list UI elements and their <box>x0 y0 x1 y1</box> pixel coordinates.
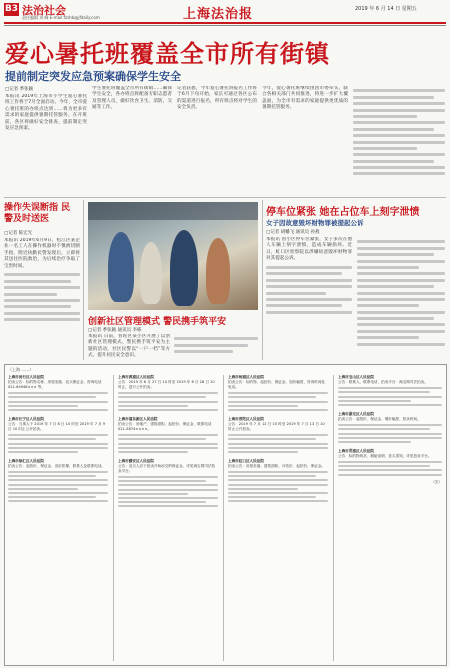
notice-item <box>118 375 218 390</box>
lead-column-3-text: 记者获悉，今年爱心暑托班报名工作将于6月下旬开始，家长可通过各区公布的渠道进行报名，所有班点将对学生的安全负责。 <box>177 86 257 111</box>
photo-story-body <box>88 334 170 360</box>
notice-item <box>228 375 328 390</box>
notice-body: 拍卖公告：房屋坐落、建筑面积、评估价、起拍价、保证金。 <box>228 463 326 468</box>
lead-headline: 爱心暑托班覆盖全市所有街镇 <box>5 40 330 68</box>
editor-line: 责任编辑 刘 峰 E-mail:fzshb@jfdaily.com <box>22 15 100 20</box>
side-story-body <box>4 238 80 358</box>
notice-body: 拍卖公告：起拍价、保证金、增价幅度、拍卖时间。 <box>338 416 421 421</box>
photo-story-text: 本报讯 日前，普陀区某小区开展了以创新社区管理模式、警民携手筑平安为主题的活动，社区民警以“一户一档”等方式，提升居民安全意识。 <box>88 334 170 359</box>
column-divider <box>83 200 84 360</box>
right-story-subtitle: 女子因故意毁坏财物罪被提起公诉 <box>266 219 364 227</box>
notice-body: 公告：竞买人应于拍卖开始前交纳保证金，详见淘宝网司法拍卖平台。 <box>118 463 216 473</box>
photo-doorframe <box>88 202 258 220</box>
section-title: 法治社会 <box>22 4 66 17</box>
notices-column-4 <box>338 375 442 661</box>
notice-item <box>228 417 328 432</box>
photo-person <box>108 232 134 302</box>
column-divider <box>262 200 263 360</box>
notices-column-2 <box>118 375 218 661</box>
notice-title: 上海市静安区人民法院 <box>118 458 154 463</box>
lead-column-4-text: 今年，爱心暑托班继续由团市委牵头，联合各相关部门共同推进，将进一步扩大覆盖面，为全市有需求的家庭提供更优质的暑期托管服务。 <box>262 86 348 111</box>
masthead-rule <box>4 22 446 24</box>
notice-body: 公告：2019 年 6 月 27 日 10 时至 2019 年 6 月 28 日 10 时止，进行公开拍卖。 <box>118 380 215 389</box>
side-story-text: 本报讯 2019年6月9日，松江区某企业一名工人在操作机器时不慎被切断手指，附近执勤民警发现后，立即将其送往医院救治，为后续治疗争取了宝贵时间。 <box>4 238 80 269</box>
notice-body: 公告：2019 年 7 月 12 日 10 时至 2019 年 7 月 13 日 10 时止公开拍卖。 <box>228 421 325 431</box>
masthead-rule-thin <box>4 25 446 26</box>
notices-footer: （完） <box>431 479 442 484</box>
notice-body: 公告：联系人、联系电话、拍卖平台：淘宝网司法拍卖。 <box>338 380 428 384</box>
notice-item <box>118 459 218 474</box>
lead-column-5 <box>353 86 445 194</box>
court-notices-box <box>4 364 447 666</box>
lead-column-3 <box>177 86 257 194</box>
lead-column-1-text: 本报讯 2019年上海市小学生爱心暑托班工作将于7月全面启动。今年，全市爱心暑托班的办班点达到……将为更多有需求的家庭提供暑期托管服务。在开班前，各区将做好安全排查，提前制定突发应急预案。 <box>5 94 87 132</box>
notice-item <box>8 459 108 469</box>
photo-person <box>140 242 162 304</box>
newspaper-logo: 上海法治报 <box>183 7 254 22</box>
notice-item <box>228 459 328 469</box>
right-story-text: 本报讯 因小区停车位紧张，女子多次在他人车辆上刻字泄愤，造成车辆损坏。近日，虹口区检察院以涉嫌故意毁坏财物罪对其提起公诉。 <box>266 237 352 262</box>
photo-story-byline: □记者 季张颖 通讯员 李栋 <box>88 328 142 333</box>
page-number-badge: B3 <box>4 4 19 14</box>
notice-title: 上海市普陀区人民法院 <box>228 416 264 421</box>
photo-story-title: 创新社区管理模式 警民携手筑平安 <box>88 317 227 327</box>
notice-body: 公告：当事人于 2019 年 7 月 8 日 10 时至 2019 年 7 月 9 日 10 时止公开拍卖。 <box>8 421 106 431</box>
notice-item <box>118 417 218 432</box>
side-story-byline: □记者 陈宏光 <box>4 231 33 236</box>
notices-header: （上海 ……） <box>8 367 34 372</box>
right-story-byline: □记者 胡幡飞 通讯员 孙燕 <box>266 230 320 235</box>
lead-column-4 <box>262 86 348 194</box>
issue-date: 2019 年 6 月 14 日 星期五 <box>355 6 417 12</box>
lead-column-2 <box>92 86 172 194</box>
notice-body: 公告：标的物现状、瑕疵说明、竞买须知，详见拍卖平台。 <box>338 453 432 458</box>
notice-body: 拍卖公告：标的物、起拍价、保证金、加价幅度、咨询时间及电话。 <box>228 380 326 389</box>
right-story-column-2 <box>357 237 445 360</box>
lead-column-1 <box>5 94 87 194</box>
notices-column-3 <box>228 375 328 661</box>
side-story-title: 操作失误断指 民警及时送医 <box>4 203 71 224</box>
notice-item <box>338 412 442 422</box>
notice-item <box>8 375 108 390</box>
notice-title: 上海市青浦区人民法院 <box>338 448 374 453</box>
notice-item <box>338 449 442 459</box>
section-divider <box>4 197 446 198</box>
notice-title: 上海市嘉定区人民法院 <box>338 411 374 416</box>
notice-title: 上海市黄浦区人民法院 <box>118 375 154 379</box>
notice-body: 拍卖公告：房地产，建筑面积、起拍价、保证金、联系电话 021-5874××××。 <box>118 421 212 431</box>
photo-story-body-2 <box>174 334 258 360</box>
notice-body: 拍卖公告：标的物名称、房屋坐落、竞买保证金、咨询电话 021-64948××× 等。 <box>8 380 102 389</box>
photo-person <box>170 230 198 306</box>
right-story-column-1 <box>266 237 352 360</box>
notice-body: 拍卖公告：起拍价、保证金、竞价阶梯，联系人及联系电话。 <box>8 463 106 468</box>
photo-person <box>206 238 230 304</box>
notice-title: 上海市杨浦区人民法院 <box>228 375 264 379</box>
notice-title: 上海市浦东新区人民法院 <box>118 416 158 421</box>
notice-title: 上海市宝山区人民法院 <box>338 375 374 379</box>
notices-column-1 <box>8 375 108 661</box>
right-story-title: 停车位紧张 她在占位车上刻字泄愤 <box>266 207 420 218</box>
lead-subhead: 提前制定突发应急预案确保学生安全 <box>5 70 181 83</box>
notice-item <box>8 417 108 432</box>
notice-title: 上海市长宁区人民法院 <box>8 416 44 421</box>
notice-title: 上海市闵行区人民法院 <box>8 375 44 379</box>
notice-title: 上海市虹口区人民法院 <box>228 458 264 463</box>
notice-item <box>338 375 442 385</box>
lead-column-2-text: 学生暑托班覆盖全市所有街镇……确保学生安全，各办班点将配备专职志愿者及管理人员，做好饮食卫生、消防、交通等工作。 <box>92 86 172 111</box>
lead-byline: □记者 季张颖 <box>5 87 34 92</box>
notice-title: 上海市徐汇区人民法院 <box>8 458 44 463</box>
news-photo <box>88 202 258 310</box>
